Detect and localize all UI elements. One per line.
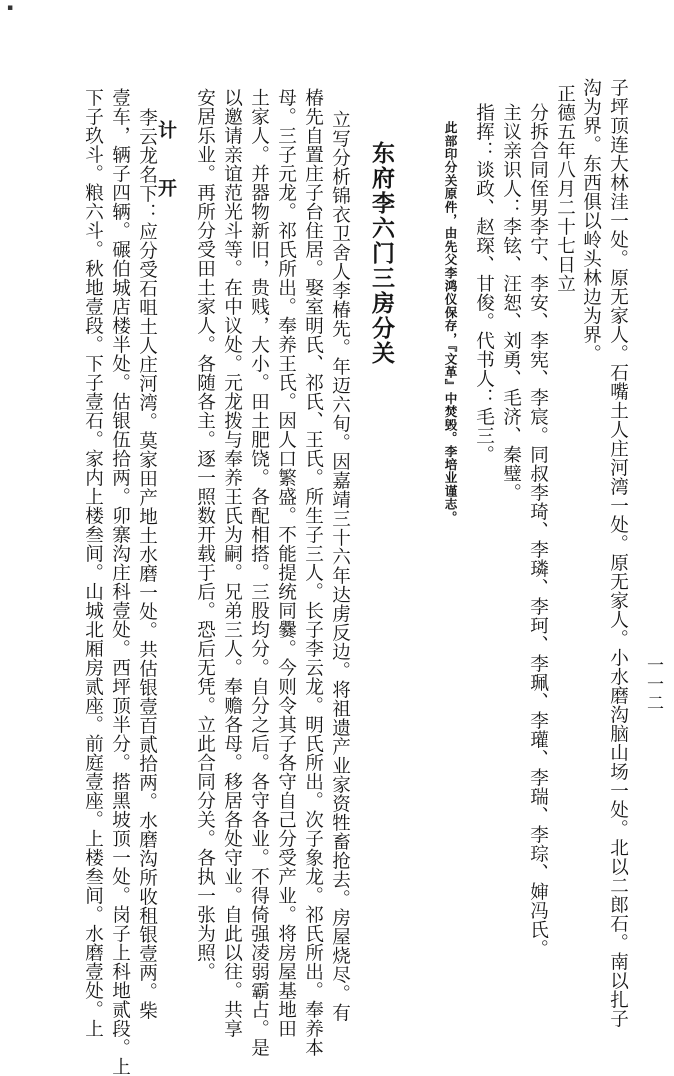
- list-heading: 计 开: [155, 120, 177, 207]
- text-column-17: 壹车，辆子四辆。碾伯城店楼半处。估银伍拾两。卯寨沟庄科壹处。西坪顶半分。搭黑坡顶一处。岗子上科地贰段。上: [109, 88, 131, 1076]
- corner-mark: ▪: [7, 3, 14, 13]
- partition-signatories: 分拆合同侄男李宁、李安、李宪、李宸。同叔李琦、李璘、李珂、李珮、李瓘、李瑞、李琮、婶冯氏。: [527, 103, 549, 958]
- editor-note: 此部印分关原件，由先父李鸿仪保存，『文革』中焚毁。李培业谨志。: [442, 121, 458, 524]
- text-column-9: 立写分析锦衣卫舍人李椿先。年迈六旬。因嘉靖三十六年达虏反边。将祖遗产业家资牲畜抢去。房屋烧尽。有: [329, 110, 351, 1022]
- page-number: 一一二: [643, 656, 663, 713]
- text-column-10: 椿先自置庄子台住居。娶室明氏、祁氏、王氏。所生子三人。长子李云龙。明氏所出。次子象龙。祁氏所出。奉养本: [302, 88, 324, 1057]
- commanders-scribe-line: 指挥：谈政、赵琛、甘俊。代书人：毛三。: [473, 103, 495, 464]
- text-column-13: 以邀请亲谊范光斗等。在中议处。元龙拨与奉养王氏为嗣。兄弟三人。奉赡各母。移居各处守业。自此以往。共享: [221, 88, 243, 1038]
- text-column-16: 李云龙名下：应分受石咀土人庄河湾。莫家田产地土水磨一处。共估银壹百贰拾两。水磨沟所收租银壹两。柴: [136, 108, 158, 1020]
- text-column-12: 土家人。并器物新旧，贵贱，大小。田土肥饶。各配相搭。三股均分。自分之后。各守各业。不得倚强凌弱霸占。是: [248, 88, 270, 1057]
- date-line: 正德五年八月二十七日立: [554, 84, 576, 293]
- section-title: 东府李六门三房分关: [368, 141, 395, 366]
- text-column-11: 母。三子元龙。祁氏所出。奉养王氏。因人口繁盛。不能提统同爨。今则令其子各守自己分受产业。将房屋基地田: [275, 88, 297, 1038]
- text-column-18: 下子玖斗。粮六斗。秋地壹段。下子壹石。家内上楼叁间。山城北厢房贰座。前庭壹座。上楼叁间。水磨壹处。上: [82, 88, 104, 1038]
- text-column-2: 沟为界。东西俱以岭头林边为界。: [580, 78, 602, 363]
- text-column-1: 子坪顶连大林洼一处。原无家人。石嘴土人庄河湾一处。原无家人。小水磨沟脑山场一处。北以二郎石。南以扎子: [607, 78, 629, 1028]
- mediators-line: 主议亲识人：李铉、汪恕、刘勇、毛济、秦璧。: [500, 103, 522, 502]
- text-column-14: 安居乐业。再所分受田土家人。各随各主。逐一照数开载于后。恐后无凭。立此合同分关。各执一张为照。: [194, 88, 216, 981]
